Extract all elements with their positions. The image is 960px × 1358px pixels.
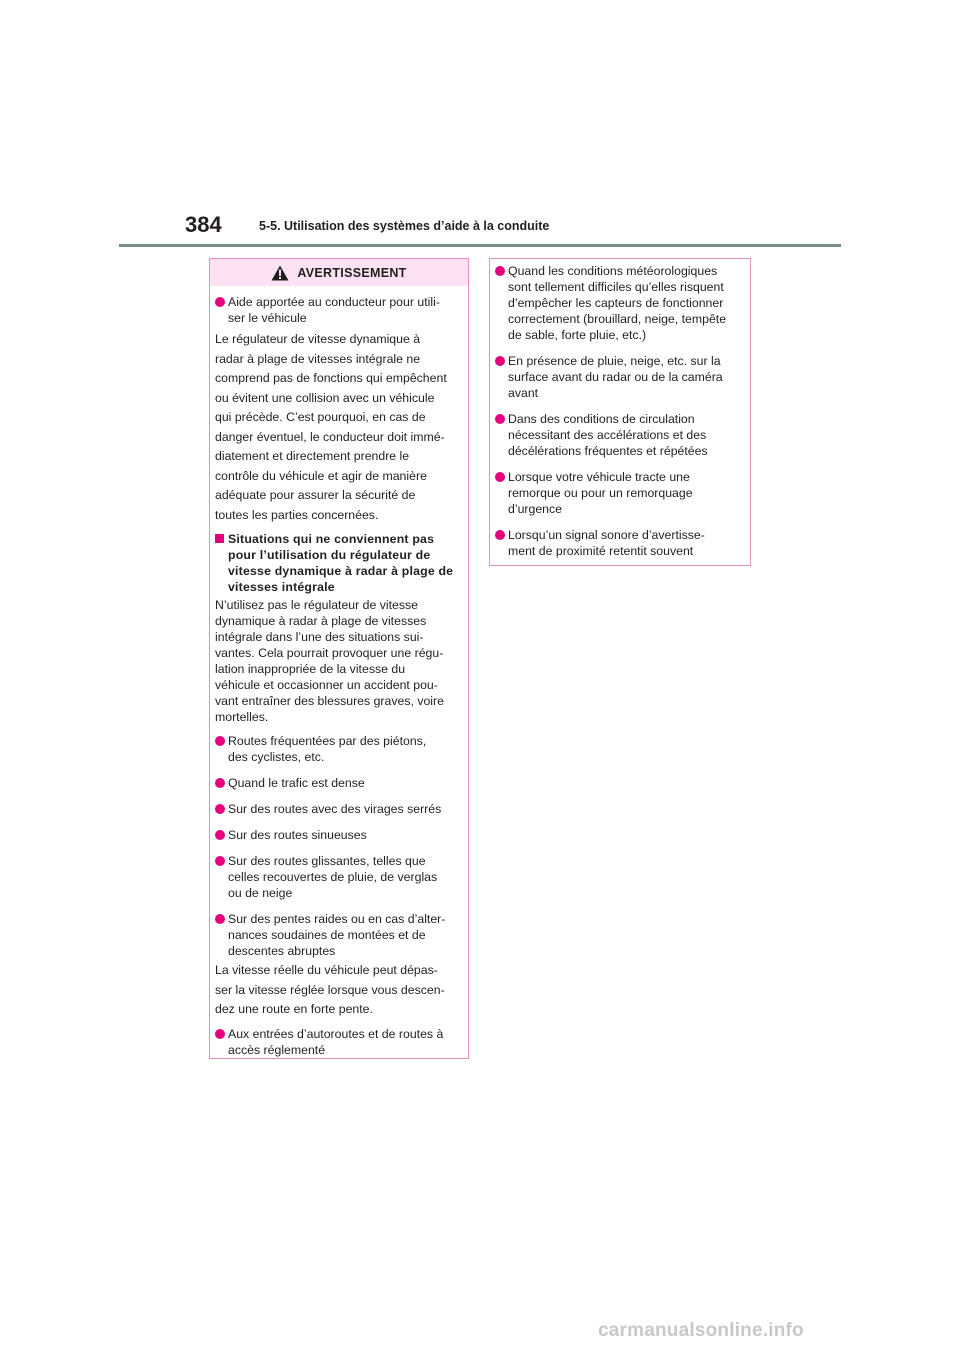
list-item: Sur des routes sinueuses: [215, 827, 462, 843]
bullet-icon: [215, 830, 225, 840]
list-item: Sur des routes avec des virages serrés: [215, 801, 462, 817]
square-bullet-icon: [215, 534, 224, 543]
warning-box-left: [209, 258, 469, 1059]
list-item: Routes fréquentées par des piétons, des cyclistes, etc.: [215, 733, 462, 765]
bullet-icon: [495, 472, 505, 482]
bullet-icon: [495, 356, 505, 366]
list-item: Dans des conditions de circulation nécessitant des accélérations et des décélérations fréquentes et répétées: [495, 411, 744, 459]
watermark-link[interactable]: carmanualsonline.info: [598, 1320, 804, 1341]
list-item: En présence de pluie, neige, etc. sur la surface avant du radar ou de la caméra avant: [495, 353, 744, 401]
list-item: Sur des routes glissantes, telles que celles recouvertes de pluie, de verglas ou de neige: [215, 853, 462, 901]
bullet-icon: [215, 297, 225, 307]
page-number: 384: [185, 212, 222, 237]
bullet-icon: [495, 530, 505, 540]
subheading: Situations qui ne conviennent pas pour l’utilisation du régulateur de vitesse dynamique à radar à plage de vitesses intégrale: [215, 531, 462, 595]
bullet-icon: [215, 856, 225, 866]
bullet-icon: [215, 1029, 225, 1039]
warning-triangle-icon: [271, 265, 289, 281]
warning-title: AVERTISSEMENT: [297, 265, 407, 280]
list-item: Aide apportée au conducteur pour utili- ser le véhicule: [215, 294, 462, 326]
bullet-icon: [215, 804, 225, 814]
list-item: Aux entrées d’autoroutes et de routes à accès réglementé: [215, 1026, 462, 1058]
list-item: Sur des pentes raides ou en cas d’alter- nances soudaines de montées et de descentes abruptes: [215, 911, 462, 959]
paragraph-speed-note: La vitesse réelle du véhicule peut dépas- ser la vitesse réglée lorsque vous descen- dez une route en forte pente.: [215, 963, 445, 1016]
list-item: Quand les conditions météorologiques sont tellement difficiles qu’elles risquent d’empêcher les capteurs de fonctionner correctement (brouillard, neige, tempête de sable, forte pluie, etc.): [495, 263, 744, 343]
bullet-icon: [495, 266, 505, 276]
bullet-icon: [215, 914, 225, 924]
header-divider: [119, 244, 841, 247]
list-item: Quand le trafic est dense: [215, 775, 462, 791]
list-item: Lorsqu’un signal sonore d’avertisse- ment de proximité retentit souvent: [495, 527, 744, 559]
list-item: Lorsque votre véhicule tracte une remorque ou pour un remorquage d’urgence: [495, 469, 744, 517]
warning-header: [210, 259, 468, 286]
paragraph-situations: N’utilisez pas le régulateur de vitesse dynamique à radar à plage de vitesses intégrale dans l’une des situations sui- vantes. Cela pourrait provoquer une régu- lation inappropriée de la vitesse du véhicule et occasionner un accident pou- vant entraîner des blessures graves, voire mortelles.: [215, 598, 444, 724]
bullet-icon: [215, 736, 225, 746]
paragraph-disclaimer: Le régulateur de vitesse dynamique à radar à plage de vitesses intégrale ne comprend pas de fonctions qui empêchent ou évitent une collision avec un véhicule qui précède. C’est pourquoi, en cas de danger éventuel, le conducteur doit immé- diatement et directement prendre le contrôle du véhicule et agir de manière adéquate pour assurer la sécurité de toutes les parties concernées.: [215, 332, 447, 522]
warning-box-right: [489, 258, 751, 566]
section-title: 5-5. Utilisation des systèmes d’aide à la conduite: [259, 219, 550, 233]
bullet-icon: [495, 414, 505, 424]
bullet-icon: [215, 778, 225, 788]
